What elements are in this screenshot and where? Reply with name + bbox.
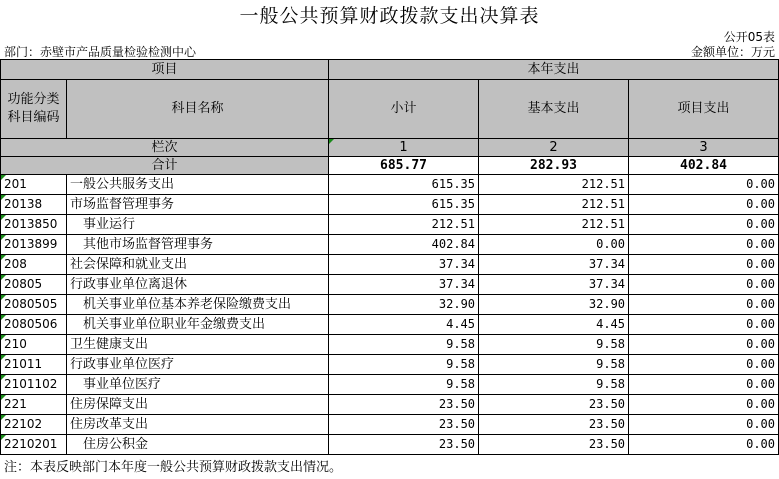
header-column-label: 栏次 bbox=[1, 139, 329, 157]
header-basic: 基本支出 bbox=[479, 80, 629, 139]
row-code: 20138 bbox=[1, 195, 67, 215]
row-subtotal: 402.84 bbox=[329, 235, 479, 255]
expenditure-table bbox=[0, 59, 779, 455]
table-row bbox=[1, 355, 779, 375]
table-row bbox=[1, 195, 779, 215]
row-code: 2080506 bbox=[1, 315, 67, 335]
page-title: 一般公共预算财政拨款支出决算表 bbox=[239, 5, 540, 27]
header-col3: 3 bbox=[629, 139, 779, 157]
row-subtotal: 23.50 bbox=[329, 395, 479, 415]
row-basic: 9.58 bbox=[479, 335, 629, 355]
row-code: 2013899 bbox=[1, 235, 67, 255]
row-name: 行政事业单位医疗 bbox=[67, 355, 329, 375]
row-subtotal: 615.35 bbox=[329, 175, 479, 195]
row-basic: 212.51 bbox=[479, 175, 629, 195]
header-row-1 bbox=[1, 60, 779, 80]
row-code: 2210201 bbox=[1, 435, 67, 455]
table-row bbox=[1, 395, 779, 415]
row-name: 机关事业单位基本养老保险缴费支出 bbox=[67, 295, 329, 315]
row-basic: 212.51 bbox=[479, 195, 629, 215]
row-name: 行政事业单位离退休 bbox=[67, 275, 329, 295]
row-subtotal: 9.58 bbox=[329, 375, 479, 395]
row-name: 市场监督管理事务 bbox=[67, 195, 329, 215]
row-project: 0.00 bbox=[629, 255, 779, 275]
row-basic: 212.51 bbox=[479, 215, 629, 235]
total-row bbox=[1, 157, 779, 175]
table-row bbox=[1, 295, 779, 315]
row-subtotal: 37.34 bbox=[329, 275, 479, 295]
header-subject-name: 科目名称 bbox=[67, 80, 329, 139]
table-row bbox=[1, 415, 779, 435]
row-project: 0.00 bbox=[629, 415, 779, 435]
row-project: 0.00 bbox=[629, 215, 779, 235]
amount-unit-label: 金额单位：万元 bbox=[690, 45, 775, 59]
row-subtotal: 37.34 bbox=[329, 255, 479, 275]
table-row bbox=[1, 335, 779, 355]
table-row bbox=[1, 175, 779, 195]
header-row-3 bbox=[1, 139, 779, 157]
row-subtotal: 615.35 bbox=[329, 195, 479, 215]
row-name: 机关事业单位职业年金缴费支出 bbox=[67, 315, 329, 335]
header-project: 项目 bbox=[1, 60, 329, 80]
row-basic: 4.45 bbox=[479, 315, 629, 335]
row-code: 2013850 bbox=[1, 215, 67, 235]
department-label: 部门：赤壁市产品质量检验检测中心 bbox=[4, 45, 197, 59]
row-subtotal: 23.50 bbox=[329, 415, 479, 435]
row-name: 住房保障支出 bbox=[67, 395, 329, 415]
table-row bbox=[1, 215, 779, 235]
total-basic: 282.93 bbox=[479, 157, 629, 175]
row-basic: 32.90 bbox=[479, 295, 629, 315]
row-basic: 23.50 bbox=[479, 435, 629, 455]
row-basic: 23.50 bbox=[479, 395, 629, 415]
row-code: 2101102 bbox=[1, 375, 67, 395]
header-project-exp: 项目支出 bbox=[629, 80, 779, 139]
form-code: 公开05表 bbox=[723, 30, 775, 44]
row-name: 住房改革支出 bbox=[67, 415, 329, 435]
header-col1: 1 bbox=[329, 139, 479, 157]
row-basic: 0.00 bbox=[479, 235, 629, 255]
total-project: 402.84 bbox=[629, 157, 779, 175]
table-row bbox=[1, 235, 779, 255]
row-name: 一般公共服务支出 bbox=[67, 175, 329, 195]
table-row bbox=[1, 315, 779, 335]
row-subtotal: 4.45 bbox=[329, 315, 479, 335]
footnote: 注：本表反映部门本年度一般公共预算财政拨款支出情况。 bbox=[4, 460, 343, 475]
row-subtotal: 9.58 bbox=[329, 355, 479, 375]
row-basic: 9.58 bbox=[479, 375, 629, 395]
row-project: 0.00 bbox=[629, 435, 779, 455]
row-project: 0.00 bbox=[629, 235, 779, 255]
row-subtotal: 23.50 bbox=[329, 435, 479, 455]
row-code: 20805 bbox=[1, 275, 67, 295]
header-func-code: 功能分类科目编码 bbox=[1, 80, 67, 139]
row-project: 0.00 bbox=[629, 395, 779, 415]
row-project: 0.00 bbox=[629, 355, 779, 375]
row-code: 221 bbox=[1, 395, 67, 415]
row-code: 201 bbox=[1, 175, 67, 195]
row-name: 其他市场监督管理事务 bbox=[67, 235, 329, 255]
row-basic: 23.50 bbox=[479, 415, 629, 435]
total-subtotal: 685.77 bbox=[329, 157, 479, 175]
row-code: 2080505 bbox=[1, 295, 67, 315]
header-current-year: 本年支出 bbox=[329, 60, 779, 80]
table-row bbox=[1, 435, 779, 455]
row-code: 208 bbox=[1, 255, 67, 275]
row-code: 210 bbox=[1, 335, 67, 355]
row-project: 0.00 bbox=[629, 175, 779, 195]
row-name: 住房公积金 bbox=[67, 435, 329, 455]
table-row bbox=[1, 275, 779, 295]
row-project: 0.00 bbox=[629, 195, 779, 215]
row-project: 0.00 bbox=[629, 335, 779, 355]
table-row bbox=[1, 255, 779, 275]
row-name: 卫生健康支出 bbox=[67, 335, 329, 355]
header-row-2 bbox=[1, 80, 779, 139]
total-label: 合计 bbox=[1, 157, 329, 175]
row-basic: 37.34 bbox=[479, 275, 629, 295]
row-project: 0.00 bbox=[629, 295, 779, 315]
table-row bbox=[1, 375, 779, 395]
row-name: 事业运行 bbox=[67, 215, 329, 235]
header-subtotal: 小计 bbox=[329, 80, 479, 139]
row-subtotal: 32.90 bbox=[329, 295, 479, 315]
row-basic: 9.58 bbox=[479, 355, 629, 375]
row-code: 21011 bbox=[1, 355, 67, 375]
row-subtotal: 9.58 bbox=[329, 335, 479, 355]
row-name: 社会保障和就业支出 bbox=[67, 255, 329, 275]
row-code: 22102 bbox=[1, 415, 67, 435]
row-project: 0.00 bbox=[629, 275, 779, 295]
header-col2: 2 bbox=[479, 139, 629, 157]
row-subtotal: 212.51 bbox=[329, 215, 479, 235]
row-name: 事业单位医疗 bbox=[67, 375, 329, 395]
row-project: 0.00 bbox=[629, 375, 779, 395]
row-project: 0.00 bbox=[629, 315, 779, 335]
row-basic: 37.34 bbox=[479, 255, 629, 275]
